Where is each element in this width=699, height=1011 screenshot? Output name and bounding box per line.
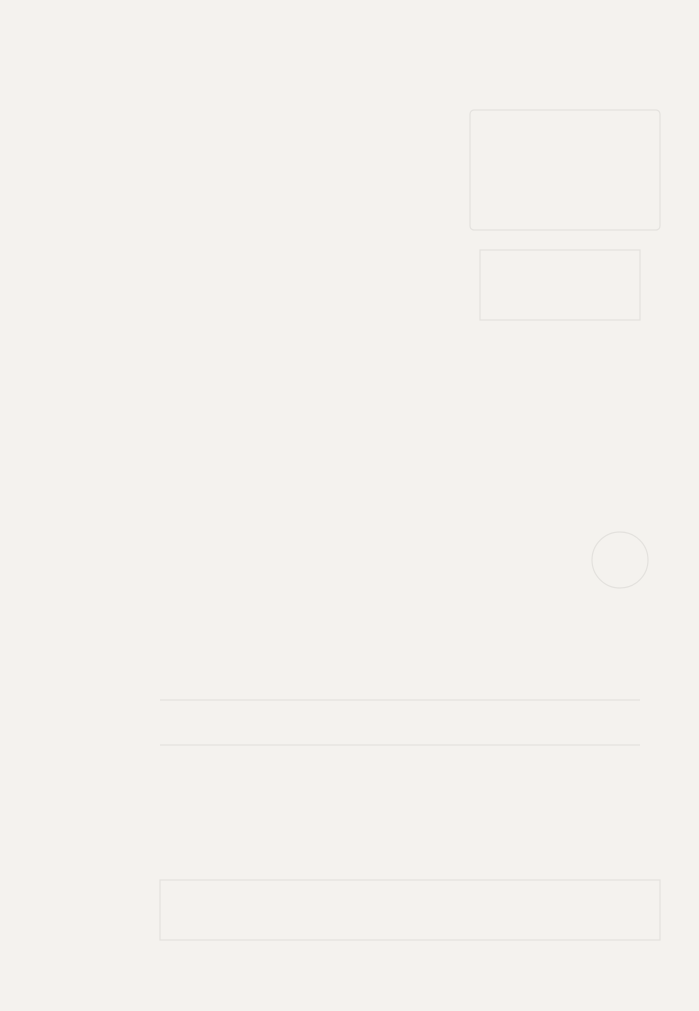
page-number [0,970,42,998]
top-scallop-border [0,0,699,48]
bottom-scallop-border [0,931,699,1011]
